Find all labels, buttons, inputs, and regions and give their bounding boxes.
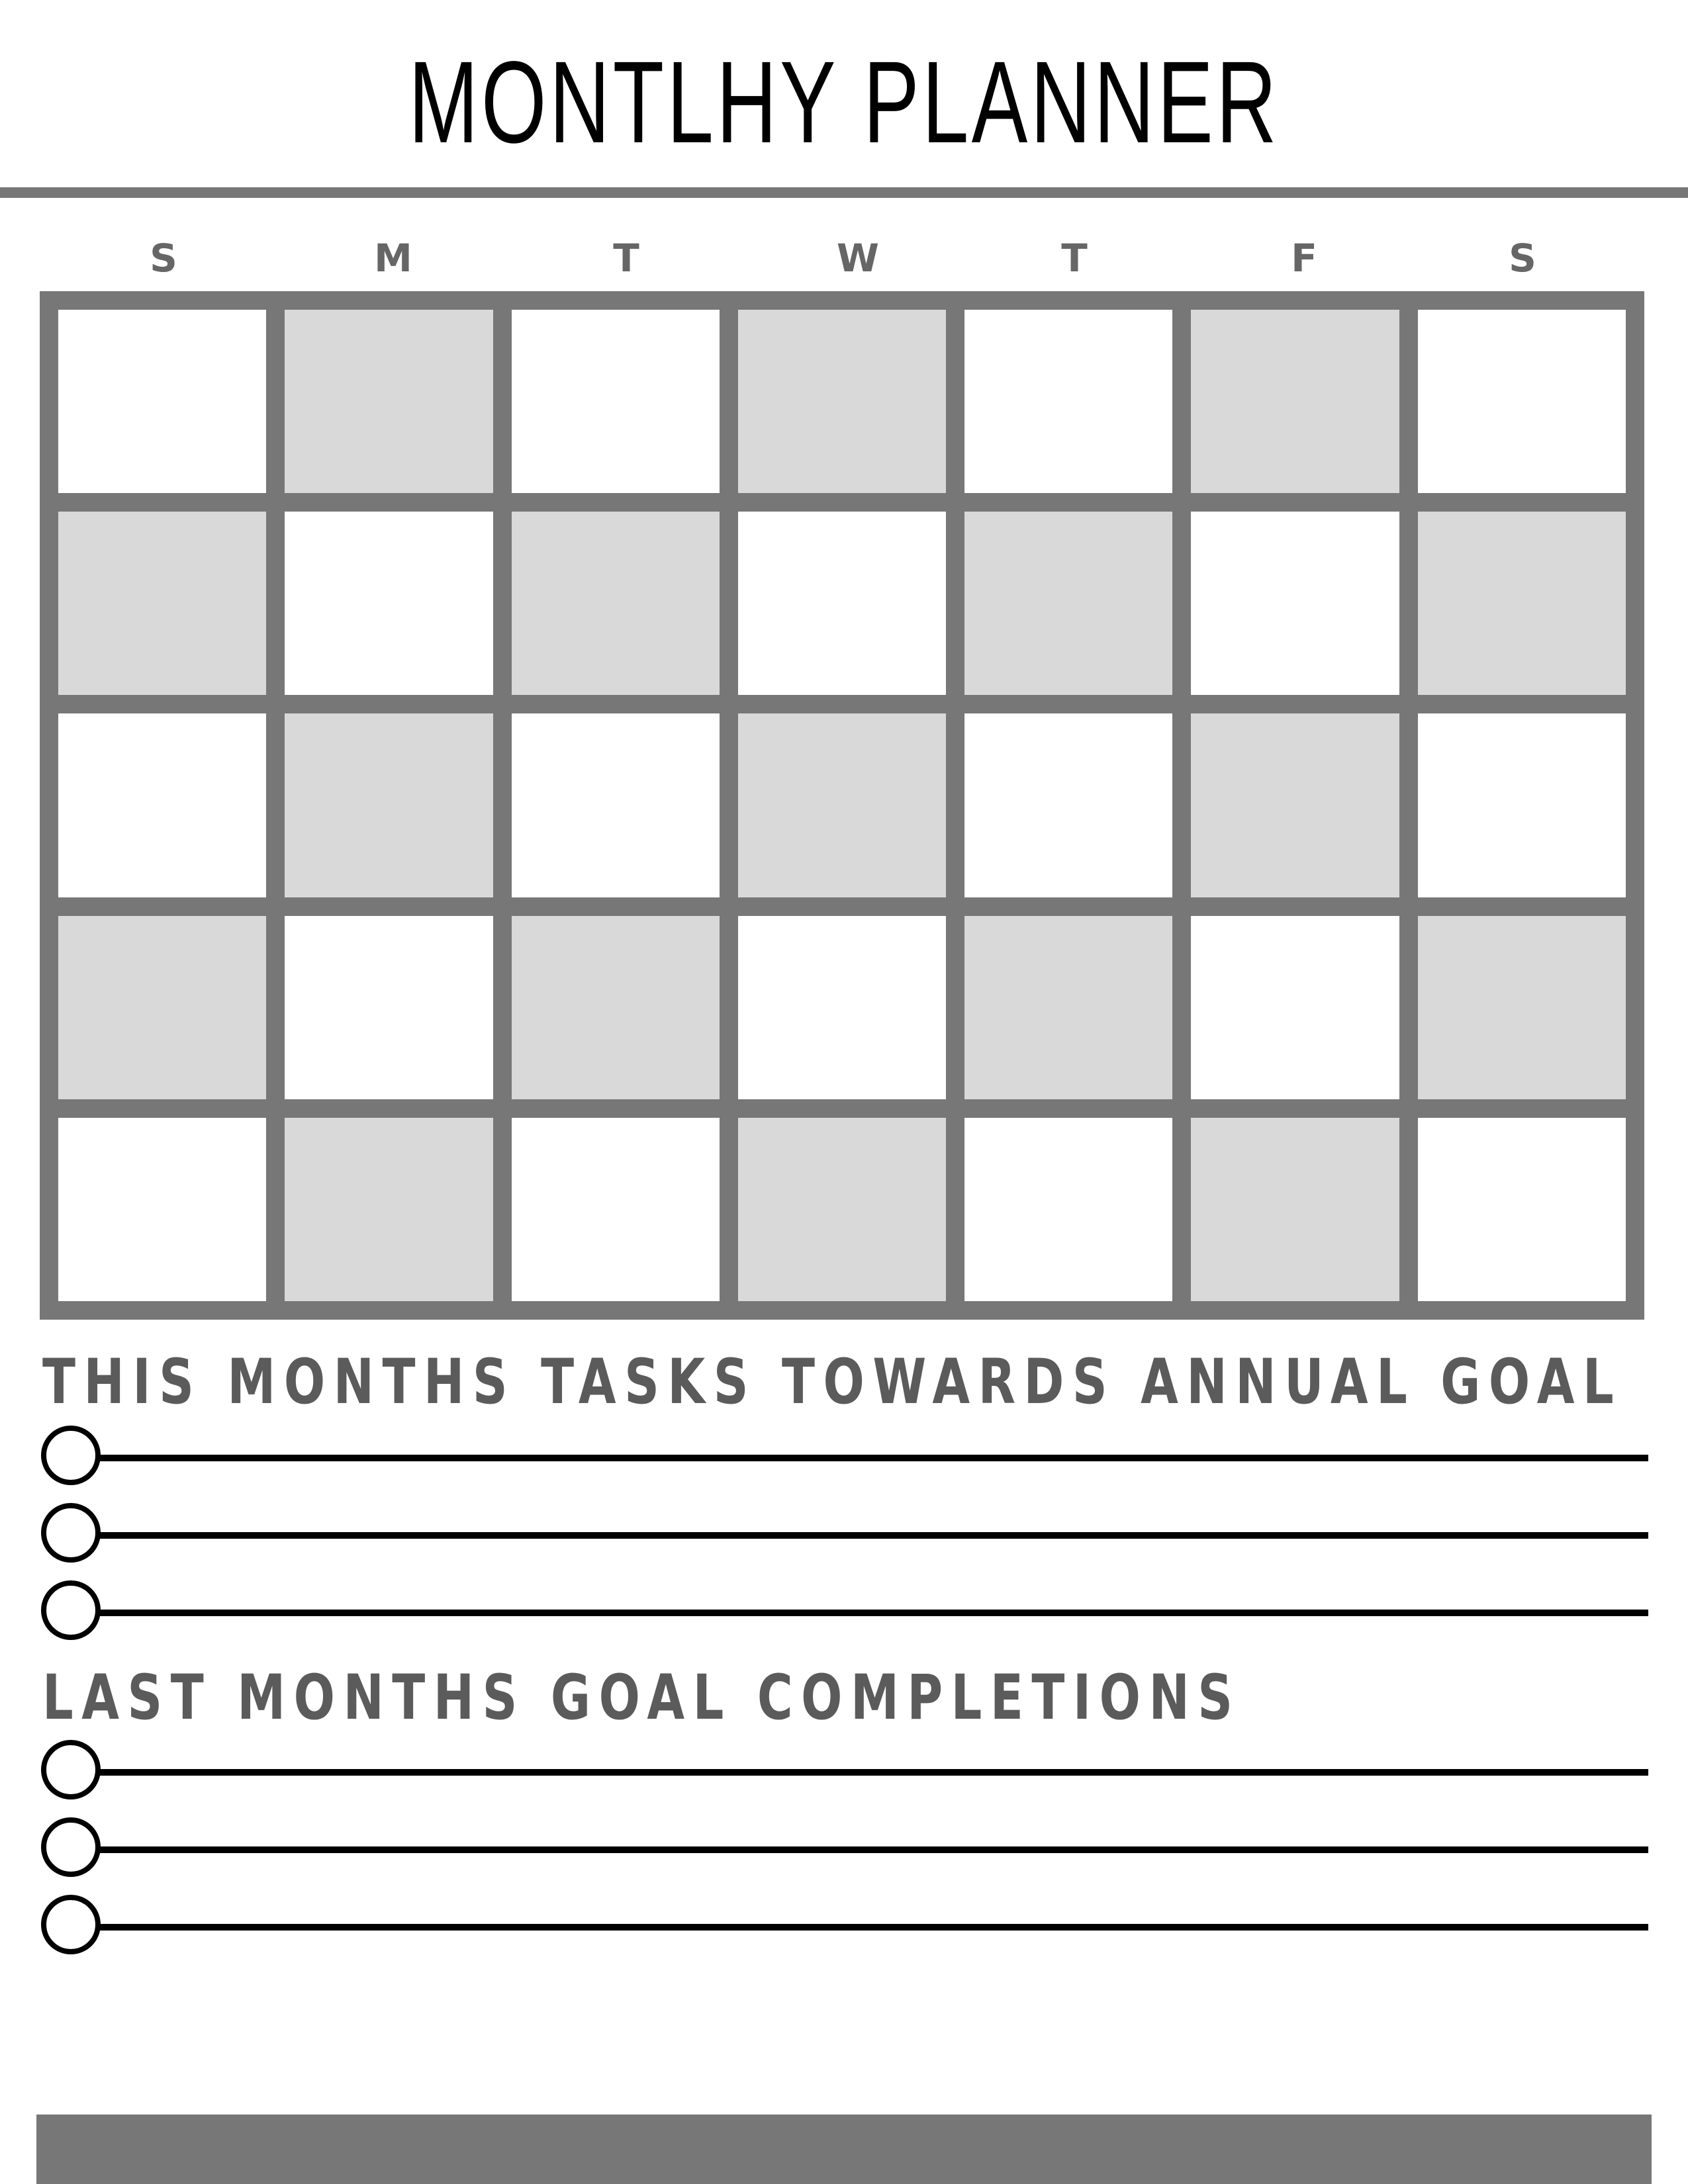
- calendar-day-cell[interactable]: [738, 713, 946, 897]
- calendar-day-cell[interactable]: [964, 1118, 1172, 1301]
- completion-writing-line[interactable]: [74, 1846, 1648, 1853]
- task-writing-line[interactable]: [74, 1610, 1648, 1616]
- calendar-day-cell[interactable]: [1191, 1118, 1399, 1301]
- completion-item: [41, 1816, 1648, 1885]
- calendar-day-cell[interactable]: [58, 916, 266, 1099]
- calendar-day-cell[interactable]: [512, 512, 720, 695]
- calendar-day-cell[interactable]: [1418, 512, 1626, 695]
- calendar-day-cell[interactable]: [1191, 512, 1399, 695]
- header-divider: [0, 187, 1688, 198]
- calendar-day-cell[interactable]: [512, 1118, 720, 1301]
- checkbox-circle-icon[interactable]: [41, 1740, 101, 1799]
- completion-writing-line[interactable]: [74, 1924, 1648, 1931]
- calendar-day-cell[interactable]: [964, 713, 1172, 897]
- day-label-sunday: S: [150, 236, 177, 281]
- calendar-day-cell[interactable]: [1418, 310, 1626, 493]
- calendar-day-cell[interactable]: [1191, 310, 1399, 493]
- calendar-day-cell[interactable]: [738, 310, 946, 493]
- calendar-grid: [40, 291, 1644, 1320]
- completions-section-heading: LAST MONTHS GOAL COMPLETIONS: [42, 1662, 1241, 1734]
- calendar-day-cell[interactable]: [1418, 1118, 1626, 1301]
- calendar-day-cell[interactable]: [964, 512, 1172, 695]
- calendar-day-cell[interactable]: [512, 713, 720, 897]
- calendar-day-cell[interactable]: [1191, 916, 1399, 1099]
- checkbox-circle-icon[interactable]: [41, 1895, 101, 1954]
- page-title: MONTLHY PLANNER: [408, 38, 1280, 167]
- day-label-saturday: S: [1509, 236, 1536, 281]
- calendar-day-cell[interactable]: [512, 916, 720, 1099]
- calendar-day-cell[interactable]: [285, 310, 492, 493]
- task-item: [41, 1502, 1648, 1570]
- calendar-day-cell[interactable]: [512, 310, 720, 493]
- completion-item: [41, 1893, 1648, 1962]
- calendar-day-cell[interactable]: [285, 916, 492, 1099]
- task-item: [41, 1579, 1648, 1648]
- day-label-thursday: T: [1061, 236, 1088, 281]
- calendar-day-cell[interactable]: [738, 512, 946, 695]
- calendar-day-cell[interactable]: [738, 916, 946, 1099]
- calendar-day-cell[interactable]: [1418, 916, 1626, 1099]
- day-label-friday: F: [1291, 236, 1317, 281]
- checkbox-circle-icon[interactable]: [41, 1817, 101, 1877]
- task-item: [41, 1424, 1648, 1493]
- completion-item: [41, 1739, 1648, 1807]
- calendar-day-cell[interactable]: [1191, 713, 1399, 897]
- calendar-day-cell[interactable]: [285, 1118, 492, 1301]
- calendar-day-cell[interactable]: [58, 512, 266, 695]
- footer-bar: [36, 2115, 1652, 2184]
- calendar-day-cell[interactable]: [58, 1118, 266, 1301]
- calendar-day-cell[interactable]: [58, 310, 266, 493]
- calendar-day-cell[interactable]: [285, 512, 492, 695]
- checkbox-circle-icon[interactable]: [41, 1426, 101, 1485]
- calendar-day-cell[interactable]: [58, 713, 266, 897]
- task-writing-line[interactable]: [74, 1532, 1648, 1539]
- checkbox-circle-icon[interactable]: [41, 1580, 101, 1640]
- day-label-monday: M: [374, 236, 412, 281]
- checkbox-circle-icon[interactable]: [41, 1503, 101, 1563]
- task-writing-line[interactable]: [74, 1455, 1648, 1461]
- calendar-day-cell[interactable]: [738, 1118, 946, 1301]
- calendar-day-cell[interactable]: [1418, 713, 1626, 897]
- calendar-day-cell[interactable]: [285, 713, 492, 897]
- tasks-section-heading: THIS MONTHS TASKS TOWARDS ANNUAL GOAL: [42, 1346, 1622, 1418]
- calendar-day-cell[interactable]: [964, 916, 1172, 1099]
- completion-writing-line[interactable]: [74, 1769, 1648, 1776]
- day-label-tuesday: T: [613, 236, 639, 281]
- calendar-day-cell[interactable]: [964, 310, 1172, 493]
- day-label-wednesday: W: [837, 236, 879, 281]
